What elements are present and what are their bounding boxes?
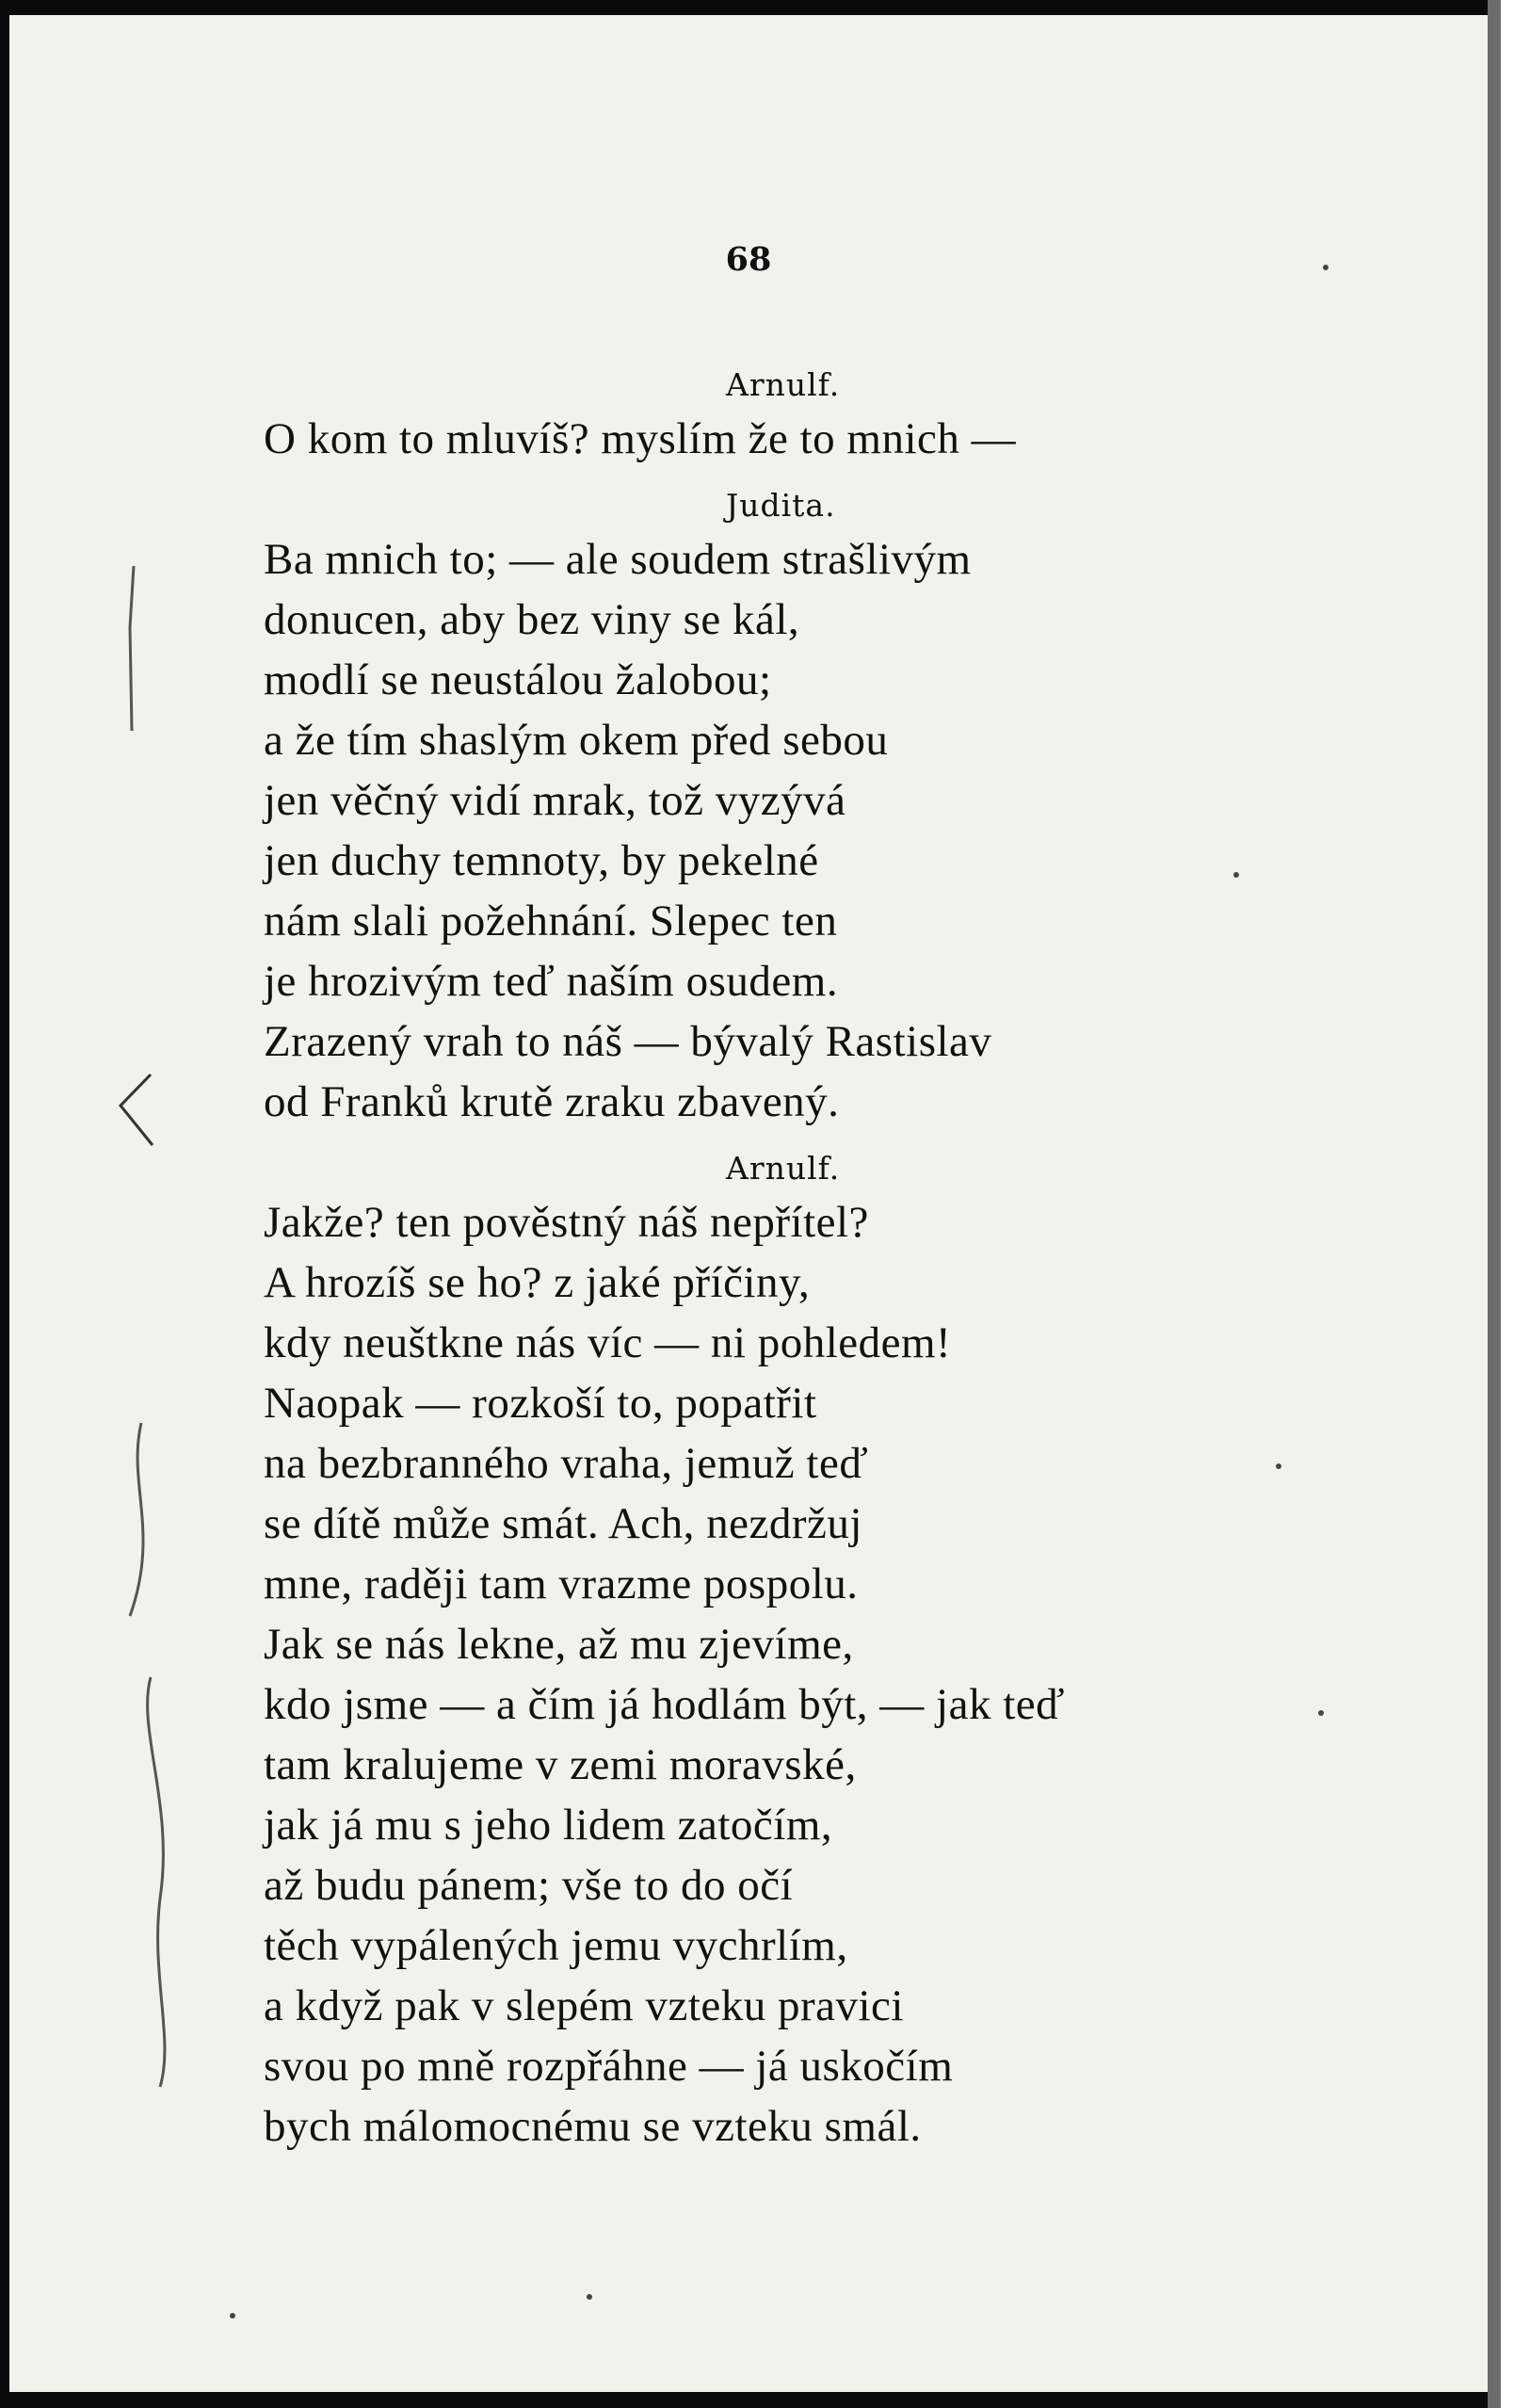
verse-line: kdo jsme — a čím já hodlám být, — jak teď [264, 1680, 1066, 1729]
verse-line: modlí se neustálou žalobou; [264, 655, 772, 704]
speaker-name: Arnulf. [726, 366, 841, 403]
verse-line: Naopak — rozkoší to, popatřit [264, 1379, 817, 1428]
verse-line: těch vypálených jemu vychrlím, [264, 1921, 848, 1970]
verse-line: svou po mně rozpřáhne — já uskočím [264, 2042, 954, 2091]
verse-line: a když pak v slepém vzteku pravici [264, 1981, 904, 2030]
verse-line: A hrozíš se ho? z jaké příčiny, [264, 1258, 811, 1307]
verse-line: Zrazený vrah to náš — bývalý Rastislav [264, 1017, 992, 1066]
pencil-chevron [121, 1075, 153, 1145]
pencil-stroke-2 [130, 1423, 143, 1616]
verse-line: nám slali požehnání. Slepec ten [264, 897, 838, 945]
verse-line: kdy neuštkne nás víc — ni pohledem! [264, 1318, 952, 1367]
verse-line: jen duchy temnoty, by pekelné [264, 836, 819, 885]
page-edge-shadow [1488, 0, 1501, 2408]
speck [230, 2313, 235, 2319]
scan-margin [1501, 0, 1530, 2408]
verse-line: až budu pánem; vše to do očí [264, 1861, 794, 1910]
drama-text [264, 362, 1375, 2157]
pencil-stroke-3 [148, 1677, 165, 2087]
verse-line: jak já mu s jeho lidem zatočím, [264, 1801, 833, 1850]
page-number: 68 [725, 240, 772, 279]
speech-block [264, 1145, 1375, 2157]
verse-line: Ba mnich to; — ale soudem strašlivým [264, 535, 972, 584]
verse-line: je hrozivým teď naším osudem. [264, 957, 839, 1006]
verse-line: jen věčný vidí mrak, tož vyzývá [264, 776, 846, 825]
speck [587, 2294, 592, 2300]
pencil-stroke-1 [130, 566, 134, 731]
verse-line: mne, raději tam vrazme pospolu. [264, 1560, 859, 1608]
verse-line: bych málomocnému se vzteku smál. [264, 2102, 922, 2151]
verse-line: od Franků krutě zraku zbavený. [264, 1077, 840, 1126]
speaker-name: Judita. [726, 487, 836, 524]
verse-line: tam kralujeme v zemi moravské, [264, 1740, 857, 1789]
verse-line: se dítě může smát. Ach, nezdržuj [264, 1499, 862, 1548]
speaker-name: Arnulf. [726, 1150, 841, 1187]
speck [1323, 265, 1329, 270]
verse-line: Jak se nás lekne, až mu zjevíme, [264, 1620, 854, 1669]
verse-line: O kom to mluvíš? myslím že to mnich — [264, 414, 1017, 463]
speech-block [264, 362, 1375, 469]
verse-line: Jakže? ten pověstný náš nepřítel? [264, 1198, 869, 1247]
verse-line: a že tím shaslým okem před sebou [264, 716, 889, 765]
margin-pencil-marks [9, 15, 198, 2392]
verse-line: donucen, aby bez viny se kál, [264, 595, 800, 644]
speech-block [264, 482, 1375, 1132]
verse-line: na bezbranného vraha, jemuž teď [264, 1439, 869, 1488]
book-page [9, 15, 1488, 2392]
